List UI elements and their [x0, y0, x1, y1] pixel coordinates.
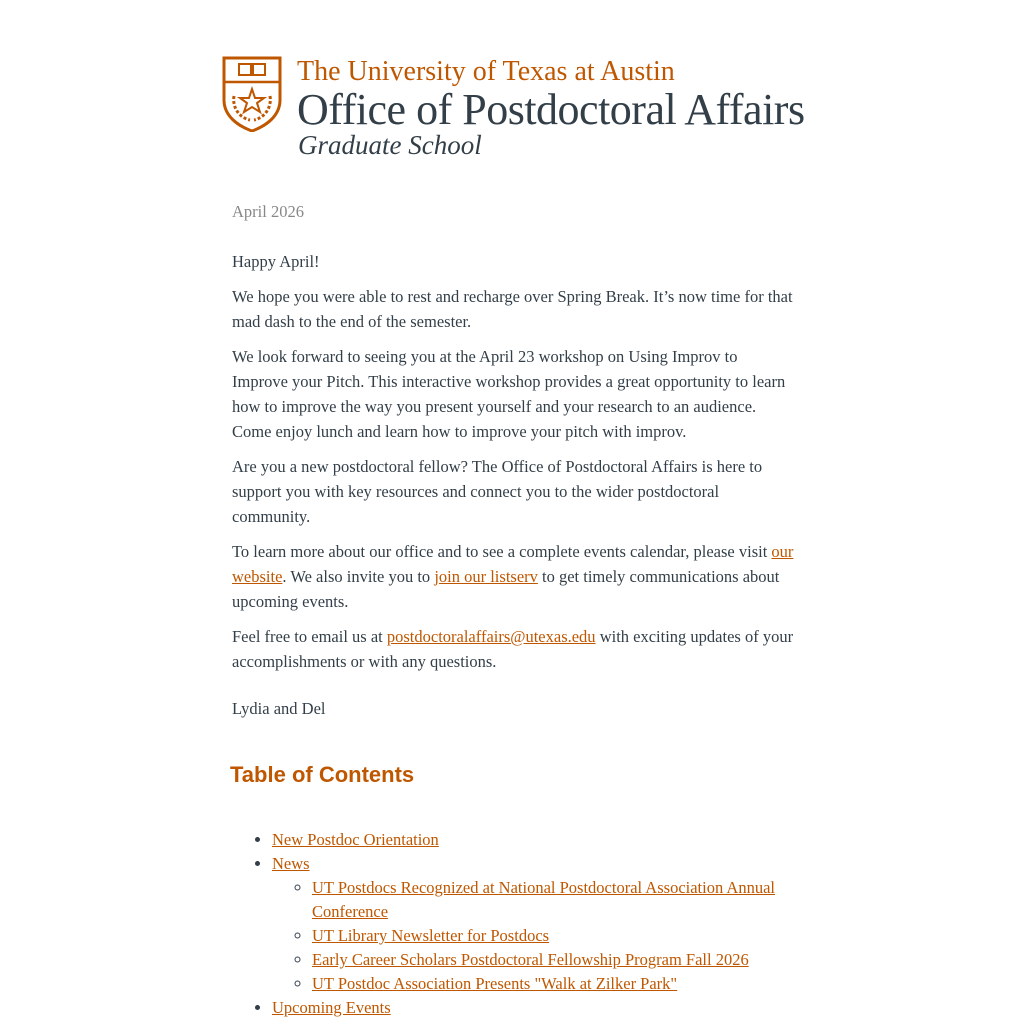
toc-item: [272, 828, 812, 852]
text: with exciting updates of your accomplishments or with any questions.: [232, 627, 794, 671]
our-website-link[interactable]: our website: [232, 542, 794, 586]
university-name: The University of Texas at Austin: [297, 56, 675, 87]
toc-item: [272, 852, 812, 996]
toc-link-orientation[interactable]: New Postdoc Orientation: [272, 830, 439, 849]
toc-item: [272, 996, 812, 1020]
greeting: Happy April!: [232, 252, 320, 271]
text: . We also invite you to: [282, 567, 435, 586]
ut-postdoc-logo: [222, 56, 832, 161]
school-name: Graduate School: [298, 130, 482, 160]
paragraph-workshop: We look forward to seeing you at the April 23 workshop on Using Improv to Improve your Pitch. This interactive workshop provides a great opportunity to learn how to improve the way you present yourself and your research to an audience. Come enjoy lunch and learn how to improve your pitch with improv.: [232, 347, 786, 441]
toc-link-early-career[interactable]: Early Career Scholars Postdoctoral Fellowship Program Fall 2026: [312, 950, 749, 969]
text: Feel free to email us at: [232, 627, 387, 646]
table-of-contents: [232, 828, 812, 1020]
paragraph-new-postdocs: Are you a new postdoctoral fellow? The Office of Postdoctoral Affairs is here to support you with key resources and connect you to the wider postdoctoral community.: [232, 457, 763, 526]
office-name: Office of Postdoctoral Affairs: [297, 85, 805, 134]
toc-subitem: [312, 876, 812, 924]
text: To learn more about our office and to see a complete events calendar, please visit: [232, 542, 772, 561]
toc-link-npa-conference[interactable]: UT Postdocs Recognized at National Postdoctoral Association Annual Conference: [312, 878, 776, 921]
email-link[interactable]: postdoctoralaffairs@utexas.edu: [386, 627, 596, 646]
toc-title: Table of Contents: [230, 762, 415, 787]
toc-link-library-newsletter[interactable]: UT Library Newsletter for Postdocs: [312, 926, 550, 945]
ut-shield-icon: [222, 56, 282, 132]
toc-link-upcoming-events[interactable]: Upcoming Events: [272, 998, 391, 1017]
listserv-link[interactable]: join our listserv: [434, 567, 538, 586]
toc-link-zilker-walk[interactable]: UT Postdoc Association Presents "Walk at Zilker Park": [312, 974, 678, 993]
toc-subitem: [312, 948, 812, 972]
text: to get timely communications about upcoming events.: [232, 567, 780, 611]
toc-subitem: [312, 924, 812, 948]
toc-link-news[interactable]: News: [272, 854, 310, 873]
signature: Lydia and Del: [232, 699, 326, 718]
paragraph-spring-break: We hope you were able to rest and recharge over Spring Break. It’s now time for that mad dash to the end of the semester.: [232, 287, 793, 331]
issue-date: April 2026: [232, 202, 304, 221]
paragraph-website: [232, 539, 797, 614]
paragraph-email: [232, 624, 797, 674]
toc-subitem: [312, 972, 812, 996]
newsletter-body: [232, 199, 797, 731]
